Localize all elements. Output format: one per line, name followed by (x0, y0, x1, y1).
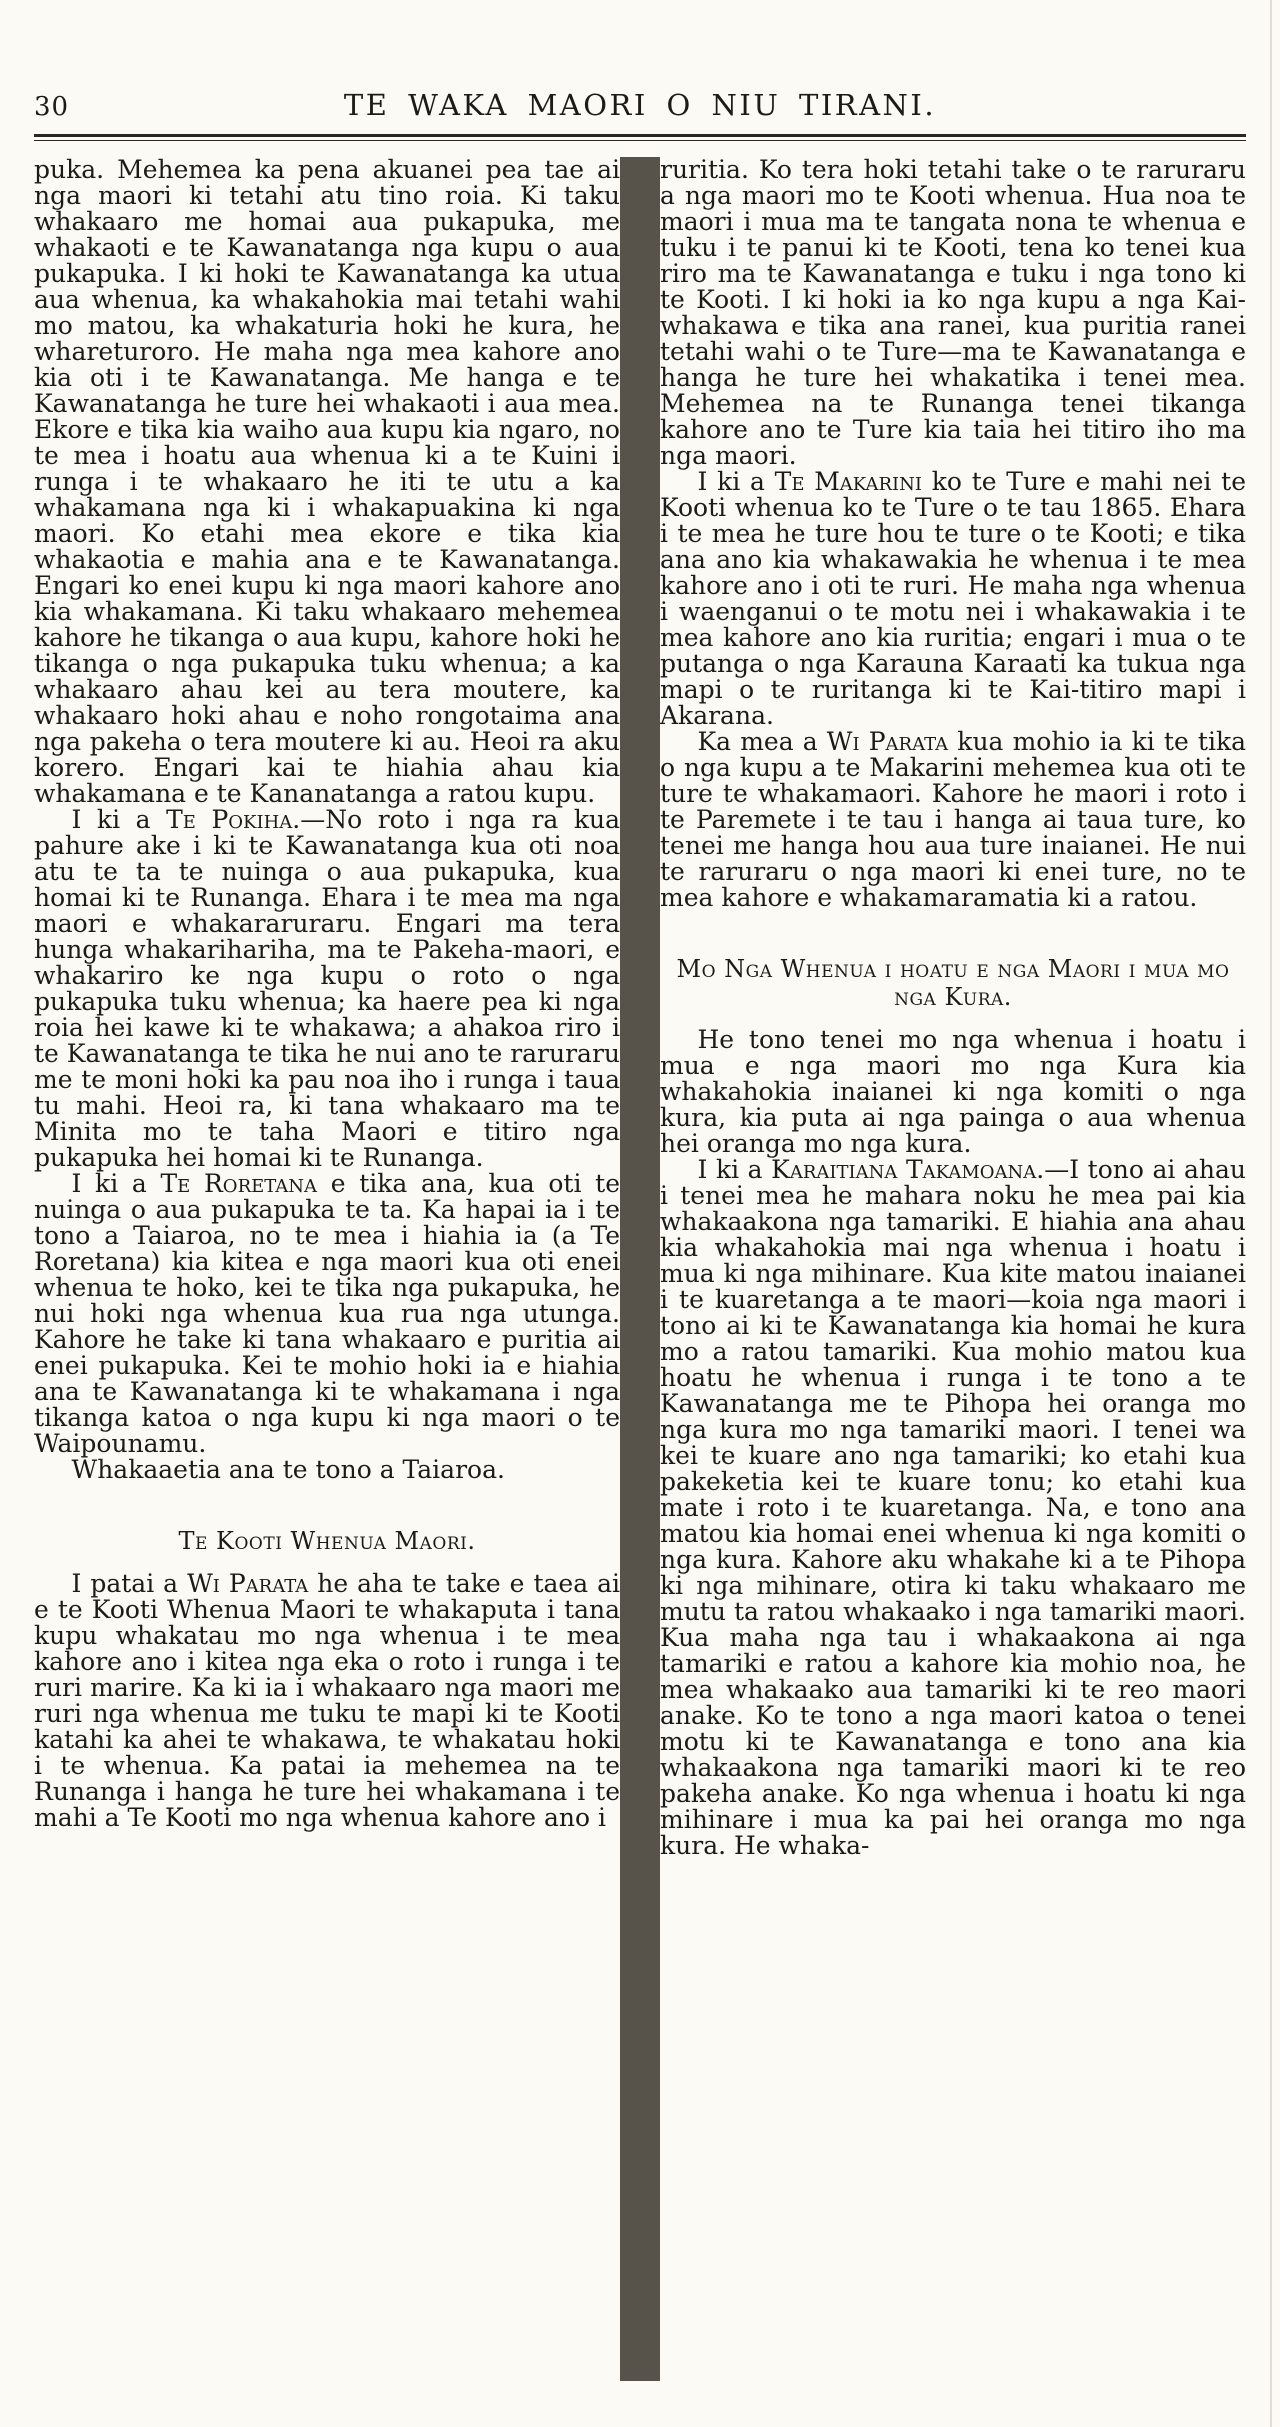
section-heading-kooti-whenua-maori: Te Kooti Whenua Maori. (178, 1527, 476, 1555)
article-columns (0, 141, 1280, 2381)
column-gutter (620, 157, 660, 2381)
paragraph: puka. Mehemea ka pena akuanei pea tae ai nga maori ki tetahi atu tino roia. Ki taku whakaaro me homai aua pukapuka, me whakaoti e te Kawanatanga nga kupu o aua pukapuka. I ki hoki te Kawanatanga ka utua aua whenua, ka whakahokia mai tetahi wahi mo matou, ka whakaturia hoki he kura, he whareturoro. He maha nga mea kahore ano kia oti i te Kawanatanga. Me hanga e te Kawanatanga he ture hei whakaoti i aua mea. Ekore e tika kia waiho aua kupu kia ngaro, no te mea i hoatu aua whenua ki a te Kuini i runga i te whakaaro he iti te utu a ka whakamana nga ki i whakapuakina ki nga maori. Ko etahi mea ekore e tika kia whakaotia e mahia ana e te Kawanatanga. Engari ko enei kupu ki nga maori kahore ano kia whakamana. Ki taku whakaaro mehemea kahore he tikanga o aua kupu, kahore hoki he tikanga o nga pukapuka tuku whenua; a ka whakaaro ahau kei au tera moutere, ka whakaaro hoki ahau e noho rongotaima ana nga pakeha o tera moutere ki au. Heoi ra aku korero. Engari kai te hiahia ahau kia whakamana e te Kananatanga a ratou kupu. (34, 155, 620, 808)
paragraph-text: ko te Ture e mahi nei te Kooti whenua ko te Ture o te tau 1865. Ehara i te mea he ture hou te ture o te Kooti; e tika ana ano kia whakawakia he whenua i te mea kahore ano i oti te ruri. He maha nga whenua i waenganui o te motu nei i whakawakia i te mea kahore ano kia ruritia; engari i mua o te putanga o nga Karauna Karaati ka tukua nga mapi o te ruritanga ki te Kai-titiro mapi i Akarana. (660, 467, 1246, 730)
paragraph-text: .—No roto i nga ra kua pahure ake i ki te Kawanatanga kua oti noa atu te ta te nuinga o aua pukapuka, kua homai ki te Runanga. Ehara i te mea ma nga maori e whakararuraru. Engari ma tera hunga whakarihariha, ma te Pakeha-maori, e whakariro ke nga kupu o roto o nga pukapuka tuku whenua; ka haere pea ki nga roia hei kawe ki te whakawa; a ahakoa riro i te Kawanatanga te tika he nui ano te raruraru me te moni hoki ka pau noa iho i runga i taua tu mahi. Heoi ra, ki tana whakaaro ma te Minita mo te taha Maori e titiro nga pukapuka hei homai ki te Runanga. (34, 805, 621, 1172)
paragraph-text: Ka mea a (697, 727, 827, 756)
paragraph (34, 807, 620, 1171)
speaker-name: Wi Parata (826, 727, 949, 756)
section-heading-whenua-kura: Mo Nga Whenua i hoatu e nga Maori i mua mo nga Kura. (676, 955, 1230, 1011)
paragraph-text: .—I tono ai ahau i tenei mea he mahara noku he mea pai kia whakaakona nga tamariki. E hiahia ana ahau kia whakahokia mai nga whenua i hoatu i mua ki nga mihinare. Kua kite matou inaianei i te kuaretanga a te maori—koia nga maori i tono ai ki te Kawanatanga kia homai he kura mo a ratou tamariki. Kua mohio matou kua hoatu he whenua i runga i te tono a te Kawanatanga me te Pihopa hei oranga mo nga kura mo nga tamariki maori. I tenei wa kei te kuare ano nga tamariki; ko etahi kua pakeketia kei te kuare tonu; ko etahi kua mate i roto i te kuaretanga. Na, e tono ana matou kia homai enei whenua ki nga komiti o nga kura. Kahore aku whakahe ki a te Pihopa ki nga mihinare, otira ki taku whakaaro me mutu ta ratou whakaako i nga tamariki maori. Kua maha nga tau i whakaakona ai nga tamariki e ratou a kahore kia mohio noa, he mea whakaako aua tamariki ki te reo maori anake. Ko te tono a nga maori katoa o tenei motu ki te Kawanatanga e tono ana kia whakaakona nga tamariki maori ki te reo pakeha anake. Ko nga whenua i hoatu ki nga mihinare i mua ka pai hei oranga mo nga kura. He whaka- (660, 1155, 1247, 1860)
header-rule (34, 134, 1246, 141)
speaker-name: Wi Parata (187, 1569, 309, 1598)
column-divider-rule (620, 157, 660, 2381)
paragraph (660, 469, 1246, 729)
paragraph-text: kua mohio ia ki te tika o nga kupu a te Makarini mehemea kua oti te ture te whakamaori. Kahore he maori i roto i te Paremete i te tau i hanga ai taua ture, ko tenei me hanga hou aua ture inaianei. He nui te raruraru o nga maori ki enei ture, no te mea kahore e whakamaramatia ki a ratou. (660, 727, 1246, 912)
paragraph (660, 729, 1246, 911)
speaker-name: Te Makarini (774, 467, 923, 496)
paragraph-text: e tika ana, kua oti te nuinga o aua pukapuka te ta. Ka hapai ia i te tono a Taiaroa, no te mea i hiahia ia (a Te Roretana) kia kitea e nga maori kua oti enei whenua te hoko, kei te tika nga pukapuka, he nui hoki nga whenua kua rua nga utunga. Kahore he take ki tana whakaaro e puritia ai enei pukapuka. Kei te mohio hoki ia e hiahia ana te Kawanatanga ki te whakamana i nga tikanga katoa o nga kupu ki nga maori o te Waipounamu. (34, 1169, 620, 1458)
speaker-name: Te Roretana (160, 1169, 318, 1198)
paragraph-text: I ki a (71, 1169, 161, 1198)
paragraph-text: he aha te take e taea ai e te Kooti Whenua Maori te whakaputa i tana kupu whakatau mo nga whenua i te mea kahore ano i kitea nga eka o roto i runga i te ruri marire. Ka ki ia i whakaaro nga maori me ruri nga whenua me tuku te mapi ki te Kooti katahi ka ahei te whakawa, te whakatau hoki i te whenua. Ka patai ia mehemea na te Runanga i hanga he ture hei whakamana i te mahi a Te Kooti mo nga whenua kahore ano i (34, 1569, 620, 1832)
paragraph (34, 1571, 620, 1831)
paragraph-text: I ki a (697, 467, 775, 496)
paragraph (34, 1171, 620, 1457)
paragraph-text: I patai a (71, 1569, 188, 1598)
page-number: 30 (34, 92, 70, 122)
paragraph: He tono tenei mo nga whenua i hoatu i mua e nga maori mo nga Kura kia whakahokia inaianei ki nga komiti o nga kura, kia puta ai nga painga o aua whenua hei oranga mo nga kura. (660, 1025, 1246, 1158)
paragraph (660, 1157, 1246, 1859)
page-header (0, 0, 1280, 134)
right-column (660, 157, 1246, 2381)
paragraph: Whakaaetia ana te tono a Taiaroa. (71, 1455, 505, 1484)
paragraph-text: I ki a (71, 805, 167, 834)
left-column (34, 157, 620, 2381)
paragraph: ruritia. Ko tera hoki tetahi take o te raruraru a nga maori mo te Kooti whenua. Hua noa te maori i mua ma te tangata nona te whenua e tuku i te panui ki te Kooti, tena ko tenei kua riro ma te Kawanatanga e tuku i nga tono ki te Kooti. I ki hoki ia ko nga kupu a nga Kai-whakawa e tika ana ranei, kua puritia ranei tetahi wahi o te Ture—ma te Kawanatanga e hanga he ture hei whakatika i tenei mea. Mehemea na te Runanga tenei tikanga kahore ano te Ture kia taia hei titiro iho ma nga maori. (660, 155, 1246, 470)
paragraph-text: I ki a (697, 1155, 772, 1184)
speaker-name: Karaitiana Takamoana (771, 1155, 1037, 1184)
speaker-name: Te Pokiha (166, 805, 293, 834)
masthead-title: TE WAKA MAORI O NIU TIRANI. (343, 88, 937, 122)
